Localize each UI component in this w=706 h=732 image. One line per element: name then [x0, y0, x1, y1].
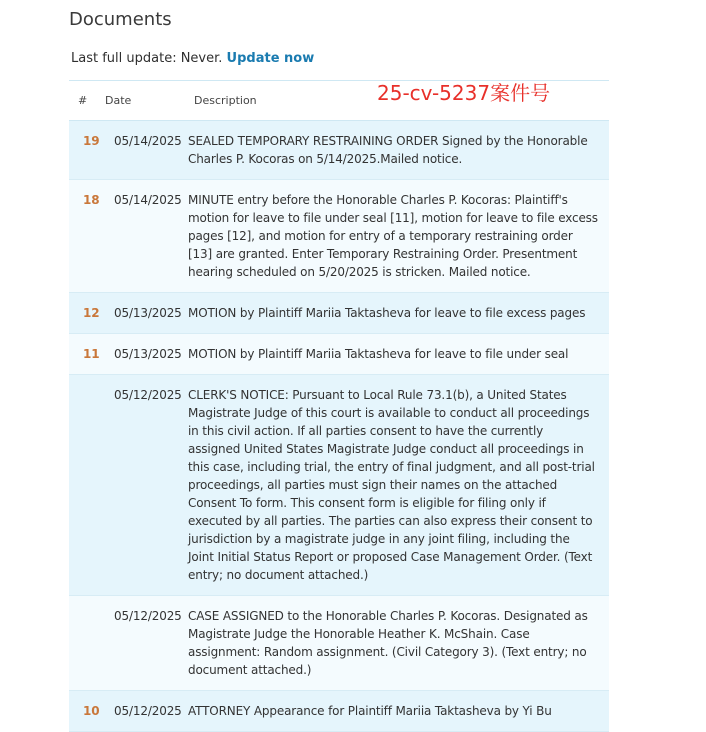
table-row[interactable]	[69, 121, 609, 180]
entry-number[interactable]: 12	[83, 306, 100, 320]
case-number-annotation: 25-cv-5237案件号	[377, 81, 551, 105]
entry-number[interactable]: 10	[83, 704, 100, 718]
entry-date: 05/12/2025	[114, 609, 182, 623]
entry-date: 05/12/2025	[114, 704, 182, 718]
entry-description: MOTION by Plaintiff Mariia Taktasheva for leave to file excess pages	[188, 306, 586, 320]
page-title: Documents	[69, 9, 172, 30]
entry-description: MOTION by Plaintiff Mariia Taktasheva for leave to file under seal	[188, 347, 569, 361]
docket-table	[69, 80, 609, 732]
entry-date: 05/14/2025	[114, 193, 182, 207]
update-now-link[interactable]: Update now	[226, 51, 315, 66]
entry-description: CASE ASSIGNED to the Honorable Charles P. Kocoras. Designated as Magistrate Judge the Honorable Heather K. McShain. Case assignment: Random assignment. (Civil Category 3). (Text entry; no document attached.)	[188, 609, 588, 677]
entry-description: CLERK'S NOTICE: Pursuant to Local Rule 73.1(b), a United States Magistrate Judge of this court is available to conduct all proceedings in this civil action. If all parties consent to have the currently assigned United States Magistrate Judge conduct all proceedings in this case, including trial, the entry of final judgment, and all post-trial proceedings, all parties must sign their names on the attached Consent To form. This consent form is eligible for filing only if executed by all parties. The parties can also express their consent to jurisdiction by a magistrate judge in any joint filing, including the Joint Initial Status Report or proposed Case Management Order. (Text entry; no document attached.)	[188, 388, 595, 582]
entry-number[interactable]: 19	[83, 134, 100, 148]
entry-number[interactable]: 18	[83, 193, 100, 207]
table-row[interactable]	[69, 293, 609, 334]
table-row[interactable]	[69, 180, 609, 293]
entry-date: 05/14/2025	[114, 134, 182, 148]
entry-date: 05/13/2025	[114, 347, 182, 361]
entry-number[interactable]: 11	[83, 347, 100, 361]
entry-description: SEALED TEMPORARY RESTRAINING ORDER Signed by the Honorable Charles P. Kocoras on 5/14/2025.Mailed notice.	[188, 134, 588, 166]
last-update-label: Last full update: Never.	[71, 51, 223, 66]
entry-description: ATTORNEY Appearance for Plaintiff Mariia Taktasheva by Yi Bu	[188, 704, 552, 718]
last-update-line	[71, 51, 314, 66]
table-row[interactable]	[69, 375, 609, 596]
table-row[interactable]	[69, 334, 609, 375]
table-row[interactable]	[69, 596, 609, 691]
entry-date: 05/13/2025	[114, 306, 182, 320]
header-num: #	[78, 94, 88, 107]
table-row[interactable]	[69, 691, 609, 732]
entry-date: 05/12/2025	[114, 388, 182, 402]
header-date: Date	[105, 94, 132, 107]
entry-description: MINUTE entry before the Honorable Charles P. Kocoras: Plaintiff's motion for leave to file under seal [11], motion for leave to file excess pages [12], and motion for entry of a temporary restraining order [13] are granted. Enter Temporary Restraining Order. Presentment hearing scheduled on 5/20/2025 is stricken. Mailed notice.	[188, 193, 598, 279]
header-description: Description	[194, 94, 257, 107]
